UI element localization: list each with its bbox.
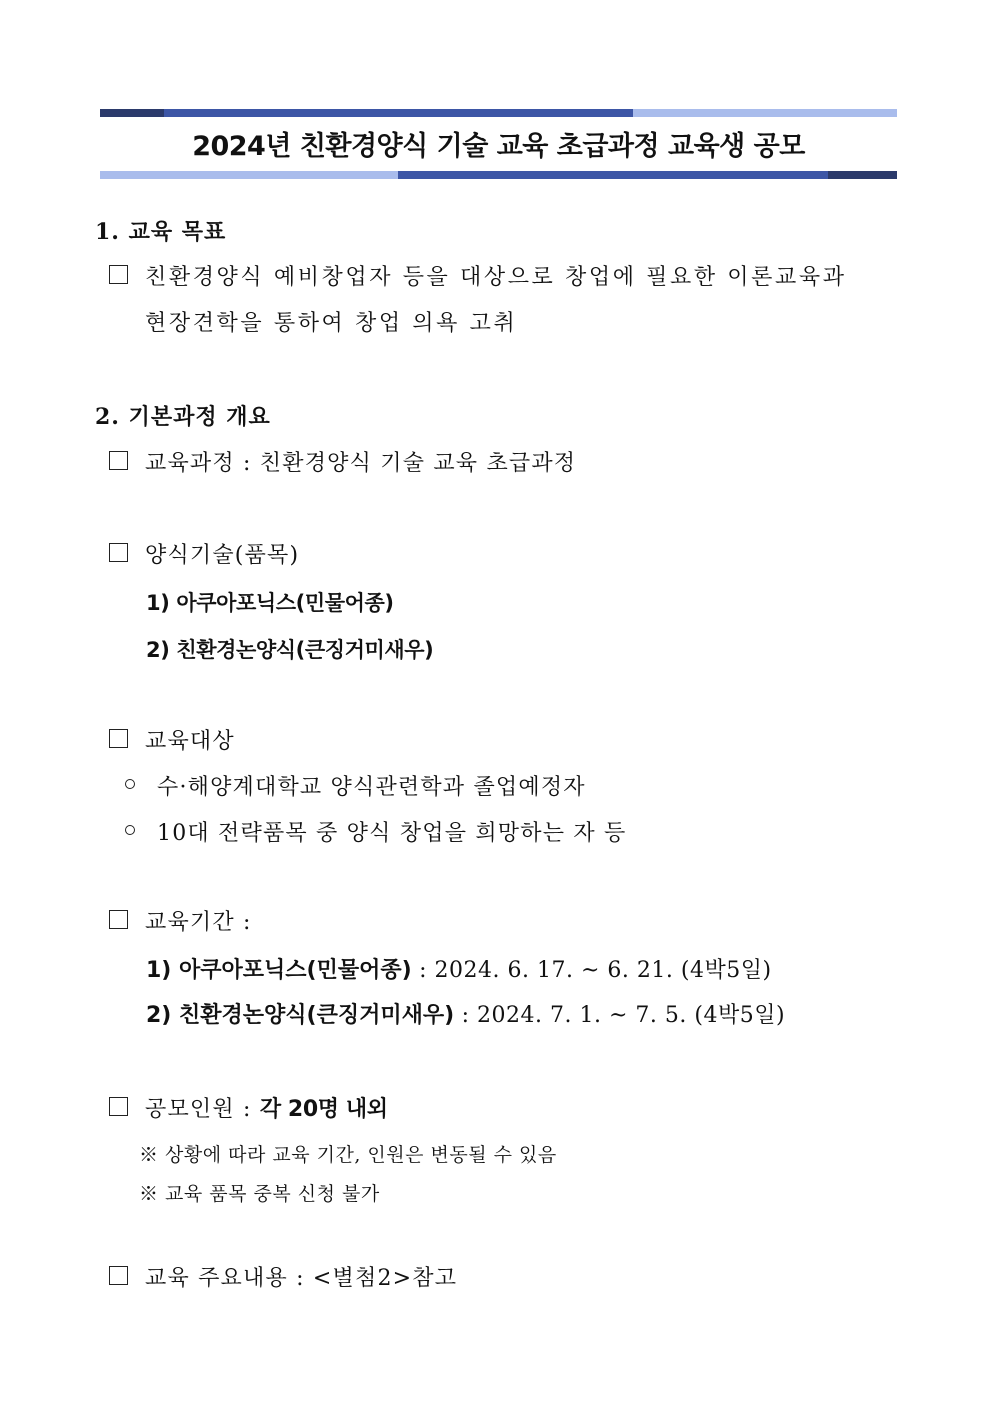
page-title: 2024년 친환경양식 기술 교육 초급과정 교육생 공모	[192, 131, 805, 162]
checkbox-square-icon	[109, 451, 128, 470]
note-2: ※ 교육 품목 중복 신청 불가	[139, 1183, 380, 1205]
course-text: 교육과정 : 친환경양식 기술 교육 초급과정	[145, 451, 577, 476]
species-item-2: 2) 친환경논양식(큰징거미새우)	[146, 638, 434, 662]
section-1-heading: 1. 교육 목표	[95, 219, 227, 245]
target-item-2: 10대 전략품목 중 양식 창업을 희망하는 자 등	[157, 821, 627, 846]
period-item-2	[146, 998, 785, 1029]
goal-text-line2: 현장견학을 통하여 창업 의욕 고취	[145, 311, 518, 336]
title-bar-bottom-blue	[398, 171, 828, 179]
title-bar-bottom-navy	[828, 171, 897, 179]
species-label: 양식기술(품목)	[145, 543, 300, 568]
recruit-value: 각 20명 내외	[259, 1097, 388, 1122]
target-item-1: 수·해양계대학교 양식관련학과 졸업예정자	[157, 775, 586, 800]
recruit-line	[145, 1092, 388, 1123]
section-2-heading: 2. 기본과정 개요	[95, 404, 271, 430]
period-label: 교육기간 :	[145, 910, 252, 935]
period-item-2-date: : 2024. 7. 1. ~ 7. 5. (4박5일)	[454, 1003, 786, 1028]
species-item-1: 1) 아쿠아포닉스(민물어종)	[146, 591, 394, 615]
title-bar-top-navy	[100, 109, 164, 117]
title-bar-bottom-light	[100, 171, 398, 179]
checkbox-square-icon	[109, 1097, 128, 1116]
note-1: ※ 상황에 따라 교육 기간, 인원은 변동될 수 있음	[139, 1144, 557, 1166]
goal-text-line1: 친환경양식 예비창업자 등을 대상으로 창업에 필요한 이론교육과	[145, 265, 847, 290]
period-item-1-date: : 2024. 6. 17. ~ 6. 21. (4박5일)	[411, 958, 772, 983]
target-label: 교육대상	[145, 729, 235, 754]
bullet-circle-icon	[125, 825, 135, 835]
recruit-label: 공모인원 :	[145, 1097, 260, 1122]
content-text: 교육 주요내용 : <별첨2>참고	[145, 1266, 458, 1291]
period-item-2-name: 2) 친환경논양식(큰징거미새우)	[146, 1003, 455, 1028]
period-item-1-name: 1) 아쿠아포닉스(민물어종)	[146, 958, 412, 983]
period-item-1	[146, 953, 772, 984]
checkbox-square-icon	[109, 265, 128, 284]
title-bar-top-blue	[164, 109, 633, 117]
bullet-circle-icon	[125, 779, 135, 789]
checkbox-square-icon	[109, 543, 128, 562]
checkbox-square-icon	[109, 1266, 128, 1285]
checkbox-square-icon	[109, 910, 128, 929]
title-bar-top-light	[633, 109, 897, 117]
checkbox-square-icon	[109, 729, 128, 748]
